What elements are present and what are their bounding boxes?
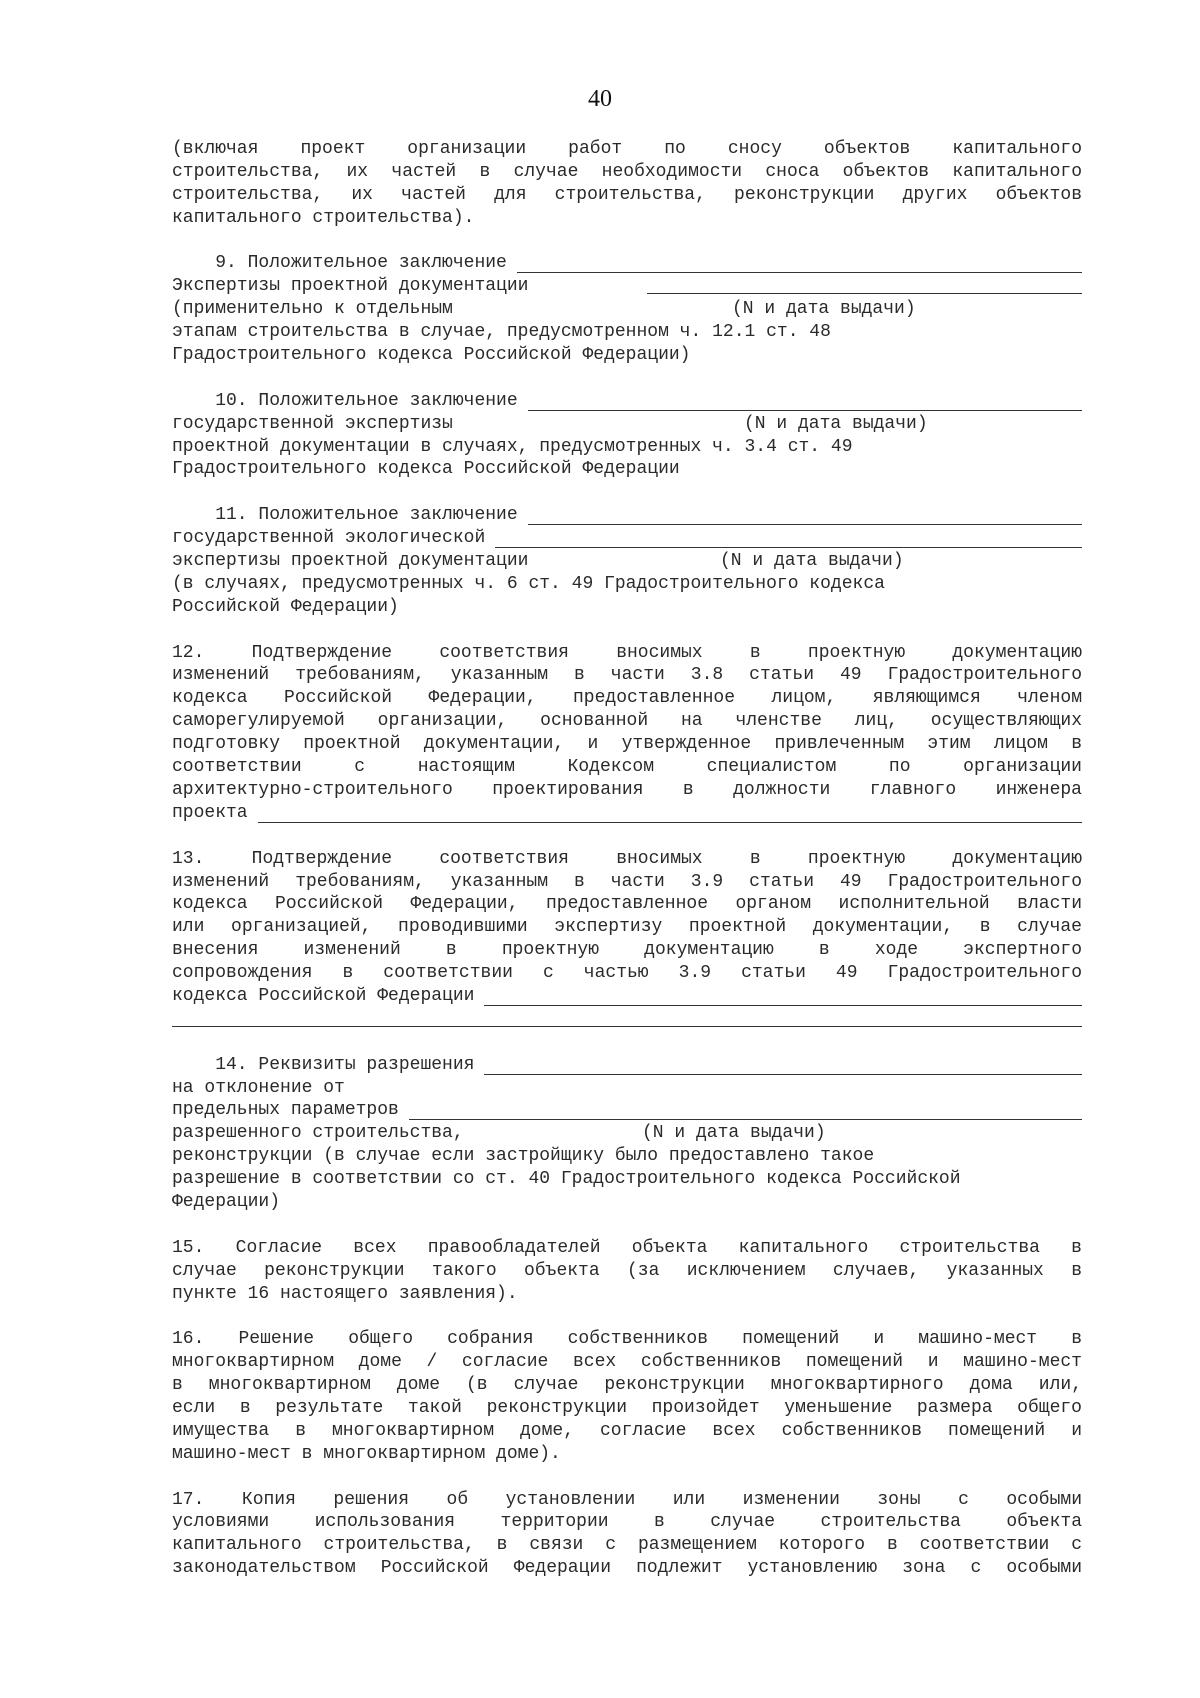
- text-line: 15. Согласие всех правообладателей объекта капитального строительства в: [172, 1237, 1082, 1258]
- item-10-caption: (N и дата выдачи): [744, 413, 928, 434]
- item-9-title: 9. Положительное заключение: [172, 253, 507, 274]
- text-line: Российской Федерации): [172, 596, 399, 617]
- text-line: разрешение в соответствии со ст. 40 Градостроительного кодекса Российской: [172, 1169, 961, 1190]
- item-15: [172, 1237, 1082, 1306]
- item-9-entry-line-2[interactable]: [647, 275, 1082, 294]
- text-line: кодекса Российской Федерации, предоставленное лицом, являющимся членом: [172, 688, 1082, 709]
- item-14-entry-line-2[interactable]: [409, 1102, 1082, 1120]
- item-11-caption: (N и дата выдачи): [720, 551, 904, 572]
- text-line: если в результате такой реконструкции произойдет уменьшение размера общего: [172, 1397, 1082, 1418]
- item-14-entry-line-1[interactable]: [484, 1057, 1082, 1075]
- intro-paragraph: [172, 138, 1082, 230]
- text-line: 13. Подтверждение соответствия вносимых в проектную документацию: [172, 848, 1082, 869]
- item-13-label: кодекса Российской Федерации: [172, 985, 475, 1006]
- item-9-note: (применительно к отдельным: [172, 299, 453, 320]
- text-line: этапам строительства в случае, предусмотренном ч. 12.1 ст. 48: [172, 322, 831, 343]
- text-line: кодекса Российской Федерации, предоставленное органом исполнительной власти: [172, 894, 1082, 915]
- text-line: капитального строительства).: [172, 207, 475, 228]
- text-line: условиями использования территории в случае строительства объекта: [172, 1512, 1082, 1533]
- item-13-entry-line-1[interactable]: [484, 988, 1082, 1006]
- text-line: (в случаях, предусмотренных ч. 6 ст. 49 Градостроительного кодекса: [172, 573, 885, 594]
- item-11-label: государственной экологической: [172, 528, 486, 549]
- item-9-caption: (N и дата выдачи): [732, 299, 916, 320]
- item-11-title: 11. Положительное заключение: [172, 505, 518, 526]
- item-9-label: Экспертизы проектной документации: [172, 276, 529, 297]
- text-line: случае реконструкции такого объекта (за исключением случаев, указанных в: [172, 1260, 1082, 1281]
- text-line: Градостроительного кодекса Российской Федерации: [172, 459, 680, 480]
- item-10: [172, 390, 1082, 482]
- item-12: [172, 642, 1082, 825]
- text-line: сопровождения в соответствии с частью 3.9 статьи 49 Градостроительного: [172, 963, 1082, 984]
- item-14-label: предельных параметров: [172, 1100, 399, 1121]
- text-line: изменений требованиям, указанным в части 3.9 статьи 49 Градостроительного: [172, 871, 1082, 892]
- item-10-label: государственной экспертизы: [172, 413, 453, 434]
- text-line: строительства, их частей для строительства, реконструкции других объектов: [172, 184, 1082, 205]
- text-line: внесения изменений в проектную документацию в ходе экспертного: [172, 940, 1082, 961]
- item-14-note: разрешенного строительства,: [172, 1123, 464, 1144]
- text-line: подготовку проектной документации, и утвержденное привлеченным этим лицом в: [172, 734, 1082, 755]
- text-line: 16. Решение общего собрания собственников помещений и машино-мест в: [172, 1329, 1082, 1350]
- text-line: изменений требованиям, указанным в части 3.8 статьи 49 Градостроительного: [172, 665, 1082, 686]
- text-line: 12. Подтверждение соответствия вносимых в проектную документацию: [172, 642, 1082, 663]
- item-9: [172, 252, 1082, 366]
- item-11-note: экспертизы проектной документации: [172, 551, 529, 572]
- item-9-entry-line-1[interactable]: [517, 255, 1082, 273]
- text-line: многоквартирном доме / согласие всех собственников помещений и машино-мест: [172, 1352, 1082, 1373]
- item-14-caption: (N и дата выдачи): [642, 1123, 826, 1144]
- item-13-entry-line-2[interactable]: [172, 1026, 1082, 1027]
- item-10-title: 10. Положительное заключение: [172, 390, 518, 411]
- item-16: [172, 1328, 1082, 1465]
- item-14-title: 14. Реквизиты разрешения: [172, 1054, 475, 1075]
- item-12-entry-line[interactable]: [258, 805, 1082, 823]
- text-line: пункте 16 настоящего заявления).: [172, 1283, 518, 1304]
- text-line: на отклонение от: [172, 1077, 345, 1098]
- item-10-entry-line[interactable]: [528, 393, 1082, 411]
- item-14: [172, 1054, 1082, 1214]
- document-body: [172, 138, 1082, 1580]
- text-line: (включая проект организации работ по сносу объектов капитального: [172, 139, 1082, 159]
- item-12-label: проекта: [172, 802, 248, 823]
- text-line: или организацией, проводившими экспертизу проектной документации, в случае: [172, 917, 1082, 938]
- text-line: строительства, их частей в случае необходимости сноса объектов капитального: [172, 161, 1082, 182]
- item-11-entry-line-1[interactable]: [528, 507, 1082, 525]
- text-line: проектной документации в случаях, предусмотренных ч. 3.4 ст. 49: [172, 436, 853, 457]
- text-line: саморегулируемой организации, основанной на членстве лиц, осуществляющих: [172, 711, 1082, 732]
- text-line: в многоквартирном доме (в случае реконструкции многоквартирного дома или,: [172, 1375, 1082, 1396]
- text-line: реконструкции (в случае если застройщику было предоставлено такое: [172, 1146, 875, 1167]
- text-line: Градостроительного кодекса Российской Федерации): [172, 345, 691, 366]
- text-line: архитектурно-строительного проектирования в должности главного инженера: [172, 779, 1082, 800]
- item-11-entry-line-2[interactable]: [495, 530, 1082, 548]
- text-line: Федерации): [172, 1191, 281, 1212]
- text-line: законодательством Российской Федерации подлежит установлению зона с особыми: [172, 1558, 1082, 1579]
- text-line: имущества в многоквартирном доме, согласие всех собственников помещений и: [172, 1420, 1082, 1441]
- text-line: машино-мест в многоквартирном доме).: [172, 1443, 561, 1464]
- text-line: капитального строительства, в связи с размещением которого в соответствии с: [172, 1535, 1082, 1556]
- item-11: [172, 504, 1082, 618]
- page-number: 40: [588, 86, 612, 112]
- item-17: [172, 1489, 1082, 1581]
- text-line: соответствии с настоящим Кодексом специалистом по организации: [172, 757, 1082, 778]
- text-line: 17. Копия решения об установлении или изменении зоны с особыми: [172, 1489, 1082, 1510]
- item-13: [172, 848, 1082, 1031]
